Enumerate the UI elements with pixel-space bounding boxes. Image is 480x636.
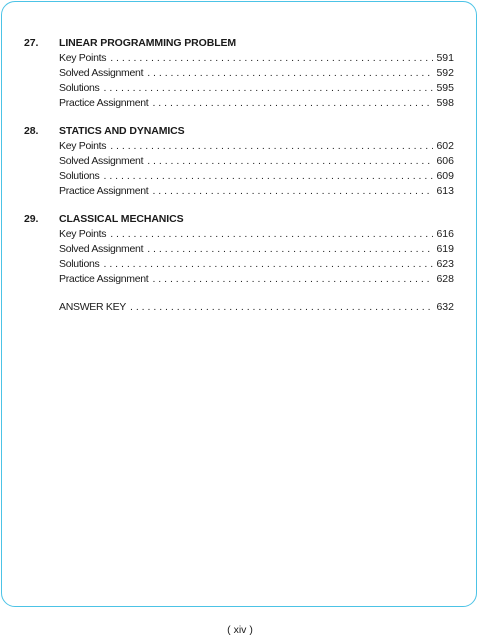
table-of-contents [24, 36, 454, 315]
entry-label: Solved Assignment [59, 67, 144, 79]
dot-leader [110, 139, 433, 154]
toc-entry-key-points[interactable] [59, 51, 454, 66]
entry-label: Solutions [59, 82, 100, 94]
entry-label: Practice Assignment [59, 185, 149, 197]
entry-page-number: 595 [436, 82, 454, 94]
toc-entry-solutions[interactable] [59, 81, 454, 96]
chapter-title: LINEAR PROGRAMMING PROBLEM [59, 37, 237, 49]
chapter-28 [24, 124, 454, 199]
dot-leader [147, 66, 433, 81]
dot-leader [104, 257, 434, 272]
chapter-heading [24, 36, 454, 51]
dot-leader [110, 227, 433, 242]
dot-leader [130, 300, 433, 315]
page-number-footer: ( xiv ) [227, 624, 253, 636]
chapter-title: STATICS AND DYNAMICS [59, 125, 185, 137]
entry-page-number: 592 [436, 67, 454, 79]
dot-leader [110, 51, 433, 66]
toc-entry-solutions[interactable] [59, 257, 454, 272]
dot-leader [104, 81, 434, 96]
toc-entry-solutions[interactable] [59, 169, 454, 184]
entry-label: ANSWER KEY [59, 301, 127, 313]
entry-label: Solved Assignment [59, 243, 144, 255]
toc-entry-key-points[interactable] [59, 227, 454, 242]
chapter-number: 29. [24, 213, 39, 225]
entry-page-number: 591 [436, 52, 454, 64]
toc-entry-practice-assignment[interactable] [59, 96, 454, 111]
toc-entry-solved-assignment[interactable] [59, 242, 454, 257]
toc-entry-solved-assignment[interactable] [59, 154, 454, 169]
chapter-title: CLASSICAL MECHANICS [59, 213, 184, 225]
entry-page-number: 613 [436, 185, 454, 197]
dot-leader [152, 184, 433, 199]
dot-leader [147, 154, 433, 169]
entry-label: Solutions [59, 258, 100, 270]
entry-page-number: 628 [436, 273, 454, 285]
entry-page-number: 623 [436, 258, 454, 270]
entry-label: Key Points [59, 140, 107, 152]
entry-label: Solved Assignment [59, 155, 144, 167]
entry-label: Practice Assignment [59, 273, 149, 285]
entry-page-number: 616 [436, 228, 454, 240]
entry-page-number: 602 [436, 140, 454, 152]
chapter-number: 27. [24, 37, 39, 49]
toc-entry-practice-assignment[interactable] [59, 184, 454, 199]
chapter-heading [24, 124, 454, 139]
toc-entry-answer-key[interactable] [59, 300, 454, 315]
entry-page-number: 619 [436, 243, 454, 255]
toc-entry-key-points[interactable] [59, 139, 454, 154]
entry-page-number: 598 [436, 97, 454, 109]
dot-leader [152, 272, 433, 287]
dot-leader [147, 242, 433, 257]
entry-page-number: 606 [436, 155, 454, 167]
entry-label: Key Points [59, 52, 107, 64]
toc-entry-solved-assignment[interactable] [59, 66, 454, 81]
entry-label: Key Points [59, 228, 107, 240]
entry-page-number: 632 [436, 301, 454, 313]
chapter-27 [24, 36, 454, 111]
toc-entry-practice-assignment[interactable] [59, 272, 454, 287]
chapter-29 [24, 212, 454, 287]
chapter-number: 28. [24, 125, 39, 137]
dot-leader [152, 96, 433, 111]
dot-leader [104, 169, 434, 184]
entry-label: Solutions [59, 170, 100, 182]
chapter-heading [24, 212, 454, 227]
entry-label: Practice Assignment [59, 97, 149, 109]
entry-page-number: 609 [436, 170, 454, 182]
